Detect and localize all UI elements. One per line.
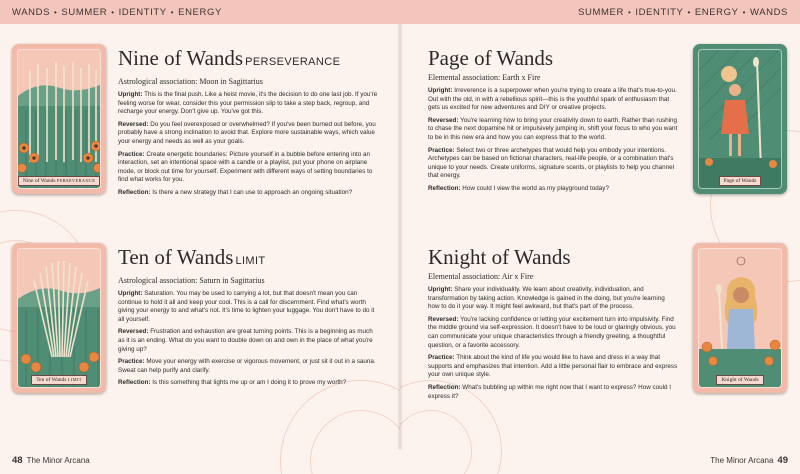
- entry-association: Elemental association: Earth x Fire: [428, 73, 541, 82]
- page-of-wands-card: [693, 44, 787, 194]
- right-footer: [710, 455, 788, 466]
- entry-title: Ten of Wands LIMIT: [118, 245, 266, 269]
- entry-keyword: LIMIT: [235, 255, 266, 267]
- card-label: Ten of Wands LIMIT: [31, 375, 87, 385]
- page-number: 49: [777, 455, 788, 466]
- reflection-text: Reflection: Is this something that lights me up or am I doing it to prove my worth?: [118, 379, 347, 387]
- reflection-text: Reflection: How could I view the world as my playground today?: [428, 184, 609, 192]
- reversed-text: Reversed: You're lacking confidence or letting your excitement turn into impulsivity. Find the middle ground via self-expression. It doesn't have to be loud or glaringly obvious, you can communicate your unique characteristics through a friendly greeting, a thoughtful question, or a favorite accessory.: [428, 315, 676, 349]
- footer-section: The Minor Arcana: [26, 456, 90, 465]
- entry-title: Knight of Wands: [428, 245, 571, 269]
- page-of-wands-entry: [428, 46, 678, 198]
- reversed-text: Reversed: Frustration and exhaustion are great turning points. This is a beginning as much as it is an ending. What do you want to double down on and own in the place of what you're giving up?: [118, 328, 373, 353]
- left-header: [0, 0, 400, 24]
- header-item: ENERGY: [694, 7, 739, 18]
- practice-text: Practice: Think about the kind of life you would like to have and dress in a way that supports and emphasizes that intention. Add a little personal flair to embrace and express your own unique style.: [428, 354, 678, 379]
- ten-of-wands-card: [12, 243, 106, 393]
- upright-text: Upright: Irreverence is a superpower when you're trying to create a life that's true-to-you. Out with the old, in with a rebellious spirit—this is the youthful spark of enthusiasm that gets us excited for new adventures and DIY or creative projects.: [428, 87, 677, 112]
- book-gutter: [397, 24, 403, 450]
- upright-text: Upright: Saturation. You may be used to carrying a lot, but that doesn't mean you can continue to hold it all and keep your cool. This is a call for discernment. Find what's worth giving your energy to and what's not. It's time to lighten your luggage. You don't have to do it all yourself.: [118, 290, 375, 323]
- upright-text: Upright: This is the final push. Like a heist movie, it's the decision to do one last job. If you're feeling worse for wear, consider this your permission slip to take a step back, regroup, and recharge your energy. Don't give up. You've got this.: [118, 91, 378, 116]
- header-item: IDENTITY: [118, 7, 167, 18]
- header-item: SUMMER: [578, 7, 624, 18]
- right-page: [400, 0, 800, 474]
- footer-section: The Minor Arcana: [710, 456, 774, 465]
- reflection-text: Reflection: What's bubbling up within me right now that I want to express? How could I express it?: [428, 383, 672, 400]
- reflection-text: Reflection: Is there a new strategy that I can use to approach an ongoing situation?: [118, 188, 353, 196]
- entry-association: Astrological association: Saturn in Sagittarius: [118, 276, 265, 285]
- entry-title: Page of Wands: [428, 46, 554, 70]
- header-item: ENERGY: [178, 7, 222, 18]
- reversed-text: Reversed: Do you feel overexposed or overwhelmed? If you've been burned out before, you probably have a strong inclination to avoid that. Explore more sustainable ways, which value your energy and needs as well as your goals.: [118, 120, 376, 145]
- header-item: IDENTITY: [635, 7, 684, 18]
- left-header-text: WANDS • SUMMER • IDENTITY • ENERGY: [12, 7, 222, 18]
- nine-of-wands-card: [12, 44, 106, 194]
- header-item: SUMMER: [61, 7, 108, 18]
- right-header-text: SUMMER • IDENTITY • ENERGY • WANDS: [578, 7, 788, 18]
- reversed-text: Reversed: You're learning how to bring your creativity down to earth. Rather than rushing to chase the next dopamine hit or impulsively jumping in, shift your focus to who you want to be in this new era and how you can express that to the world.: [428, 116, 678, 141]
- nine-of-wands-entry: [118, 46, 380, 202]
- ten-of-wands-entry: [118, 245, 380, 392]
- practice-text: Practice: Move your energy with exercise or vigorous movement, or just sit it out in a sauna. Sweat can help purify and clarify.: [118, 358, 376, 374]
- page-number: 48: [12, 455, 23, 466]
- right-header: [400, 0, 800, 24]
- practice-text: Practice: Select two or three archetypes that would help you embody your intentions. Archetypes can be based on fictional characters, real-life people, or a combination that's unique to your needs. Create uniforms, signature scents, or playlists to help you channel that energy.: [428, 146, 675, 180]
- header-item: WANDS: [749, 7, 788, 18]
- upright-text: Upright: Share your individuality. We learn about creativity, individuation, and transformation by taking action. Knowledge is gained in the doing, but you're learning how to do it your way. It might feel awkward, but that's part of the process.: [428, 286, 665, 311]
- knight-of-wands-entry: [428, 245, 678, 405]
- entry-keyword: PERSEVERANCE: [245, 56, 341, 68]
- entry-title: Nine of Wands PERSEVERANCE: [118, 46, 341, 70]
- practice-text: Practice: Create energetic boundaries: Picture yourself in a bubble before entering into an interaction, set an intentional space with a candle or a playlist, put your phone on airplane mode, or block out time for yourself. Experiment with different ways of setting boundaries to find what works for you.: [118, 150, 373, 184]
- entry-association: Astrological association: Moon in Sagittarius: [118, 77, 263, 86]
- header-item: WANDS: [12, 7, 51, 18]
- entry-association: Elemental association: Air x Fire: [428, 272, 534, 281]
- knight-of-wands-card: [693, 243, 787, 393]
- left-footer: [12, 455, 90, 466]
- card-label: Page of Wands: [719, 176, 762, 186]
- card-label: Knight of Wands: [716, 375, 763, 385]
- card-label: Nine of Wands PERSEVERANCE: [18, 176, 101, 186]
